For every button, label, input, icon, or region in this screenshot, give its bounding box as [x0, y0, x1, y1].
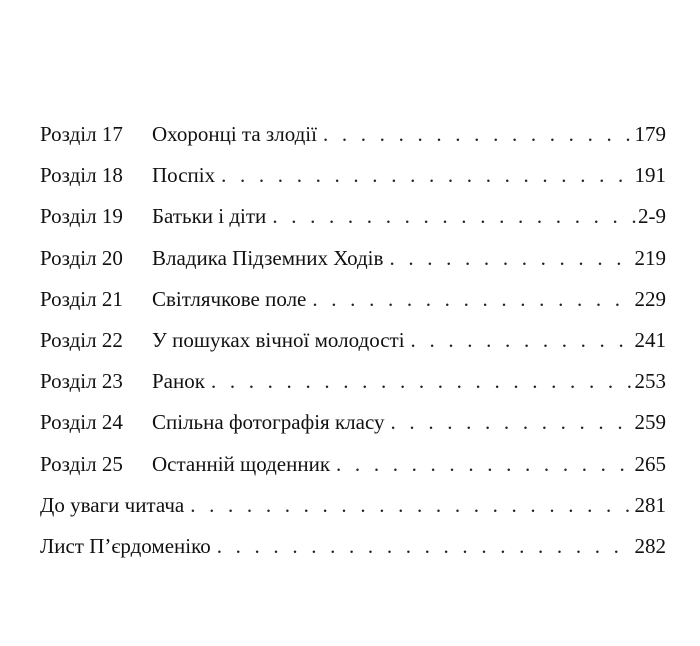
- chapter-title: Охоронці та злодії: [152, 122, 317, 146]
- chapter-label: Розділ 23: [40, 369, 123, 394]
- toc-entry[interactable]: [40, 279, 666, 320]
- chapter-label: Розділ 21: [40, 286, 123, 311]
- chapter-label: Розділ 18: [40, 163, 123, 188]
- chapter-label: Розділ 24: [40, 410, 123, 435]
- chapter-label: Розділ 20: [40, 245, 123, 270]
- dot-leader: [190, 485, 632, 526]
- chapter-label: Розділ 19: [40, 204, 123, 229]
- page-number: 282: [634, 533, 666, 558]
- dot-leader: [221, 155, 632, 196]
- chapter-label: Розділ 22: [40, 327, 123, 352]
- table-of-contents: [40, 114, 666, 567]
- page-number: 253: [634, 369, 666, 394]
- page-number: 2-9: [638, 204, 666, 229]
- chapter-title: Батьки і діти: [152, 204, 267, 229]
- toc-entry[interactable]: [40, 238, 666, 279]
- chapter-title: Поспіх: [152, 163, 216, 188]
- chapter-title: Світлячкове поле: [152, 286, 307, 311]
- chapter-label: Розділ 25: [40, 451, 123, 476]
- dot-leader: [411, 320, 633, 361]
- page-number: 179: [634, 122, 666, 146]
- chapter-title: Ранок: [152, 369, 205, 394]
- chapter-title: Спільна фотографія класу: [152, 410, 385, 435]
- chapter-title: У пошуках вічної молодості: [152, 327, 405, 352]
- dot-leader: [391, 402, 633, 443]
- toc-entry[interactable]: [40, 114, 666, 155]
- dot-leader: [312, 279, 632, 320]
- page-number: 229: [634, 286, 666, 311]
- page-number: 281: [634, 492, 666, 517]
- toc-entry[interactable]: [40, 444, 666, 485]
- page-number: 191: [634, 163, 666, 188]
- toc-entry[interactable]: [40, 320, 666, 361]
- toc-entry[interactable]: [40, 526, 666, 567]
- chapter-title: Останній щоденник: [152, 451, 331, 476]
- dot-leader: [272, 196, 636, 237]
- toc-entry[interactable]: [40, 402, 666, 443]
- page-number: 259: [634, 410, 666, 435]
- toc-entry[interactable]: [40, 196, 666, 237]
- page-number: 219: [634, 245, 666, 270]
- page-number: 241: [634, 327, 666, 352]
- toc-entry[interactable]: [40, 155, 666, 196]
- dot-leader: [336, 444, 632, 485]
- dot-leader: [389, 238, 632, 279]
- chapter-label: Розділ 17: [40, 122, 123, 146]
- page-number: 265: [634, 451, 666, 476]
- section-title: До уваги читача: [40, 492, 185, 517]
- dot-leader: [323, 114, 633, 155]
- section-title: Лист П’єрдоменіко: [40, 533, 211, 558]
- dot-leader: [217, 526, 633, 567]
- toc-entry[interactable]: [40, 361, 666, 402]
- chapter-title: Владика Підземних Ходів: [152, 245, 384, 270]
- dot-leader: [211, 361, 633, 402]
- toc-entry[interactable]: [40, 485, 666, 526]
